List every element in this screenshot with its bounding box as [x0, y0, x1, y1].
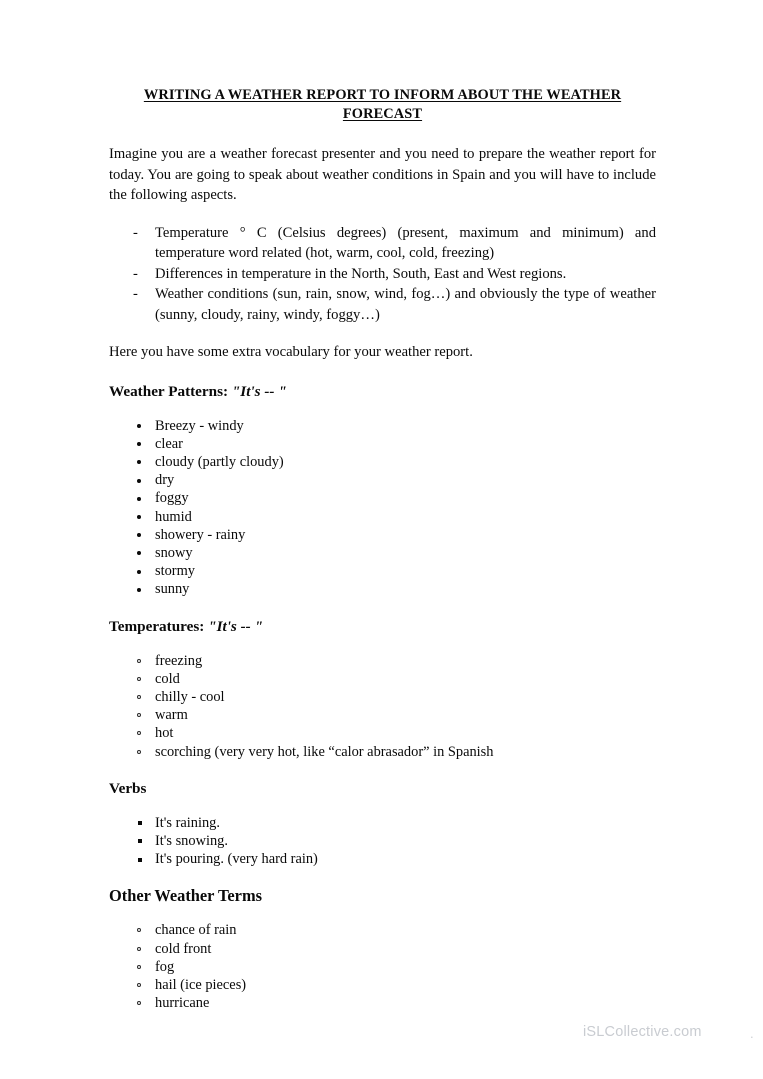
page-title-line-2 [109, 105, 656, 124]
list-item: showery - rainy [109, 526, 656, 544]
list-item: humid [109, 508, 656, 526]
list-item: - Weather conditions (sun, rain, snow, wind, fog…) and obviously the type of weather (sunny, cloudy, rainy, windy, foggy…) [109, 284, 656, 325]
list-item: - Temperature ° C (Celsius degrees) (present, maximum and minimum) and temperature word related (hot, warm, cool, cold, freezing) [109, 223, 656, 264]
list-item: stormy [109, 562, 656, 580]
section-heading-quote: "It's -- " [208, 617, 263, 635]
list-item: chance of rain [109, 921, 656, 939]
temperatures-list [109, 652, 656, 761]
section-heading-verbs [109, 779, 656, 799]
list-item: cloudy (partly cloudy) [109, 453, 656, 471]
list-item: freezing [109, 652, 656, 670]
list-item: fog [109, 958, 656, 976]
list-item: hot [109, 724, 656, 742]
section-heading-temperatures [109, 617, 656, 637]
list-item: sunny [109, 580, 656, 598]
list-item: It's snowing. [109, 832, 656, 850]
section-heading-other-weather-terms [109, 886, 656, 906]
list-item: It's raining. [109, 814, 656, 832]
list-item: dry [109, 471, 656, 489]
list-item: scorching (very very hot, like “calor abrasador” in Spanish [109, 743, 656, 761]
intro-paragraph: Imagine you are a weather forecast presenter and you need to prepare the weather report for today. You are going to speak about weather conditions in Spain and you will have to include the following aspects. [109, 146, 656, 203]
list-item: hurricane [109, 994, 656, 1012]
section-heading-quote: "It's -- " [231, 382, 287, 400]
section-heading-label: Verbs [109, 779, 147, 797]
page-title-line-1: WRITING A WEATHER REPORT TO INFORM ABOUT THE WEATHER [143, 87, 622, 103]
list-item: foggy [109, 489, 656, 507]
verbs-list [109, 814, 656, 869]
section-heading-label: Weather Patterns: [109, 382, 229, 400]
extra-vocabulary-line: Here you have some extra vocabulary for your weather report. [109, 344, 473, 360]
list-item: snowy [109, 544, 656, 562]
list-item: It's pouring. (very hard rain) [109, 850, 656, 868]
list-item: cold [109, 670, 656, 688]
list-item: hail (ice pieces) [109, 976, 656, 994]
list-item: chilly - cool [109, 688, 656, 706]
page-title-line-2-text: FORECAST [342, 106, 423, 122]
section-heading-label: Temperatures: [109, 617, 205, 635]
list-item: - Differences in temperature in the North, South, East and West regions. [109, 264, 656, 285]
list-item: warm [109, 706, 656, 724]
weather-patterns-list [109, 417, 656, 599]
list-item: clear [109, 435, 656, 453]
section-heading-label: Other Weather Terms [109, 886, 262, 906]
list-item: Breezy - windy [109, 417, 656, 435]
other-weather-terms-list [109, 921, 656, 1012]
aspects-list [109, 223, 656, 326]
list-item: cold front [109, 940, 656, 958]
document-body [109, 86, 656, 1012]
watermark-trailing-mark: . [750, 1026, 754, 1041]
page-title [109, 86, 656, 124]
section-heading-weather-patterns [109, 382, 656, 402]
watermark: iSLCollective.com [583, 1024, 702, 1040]
